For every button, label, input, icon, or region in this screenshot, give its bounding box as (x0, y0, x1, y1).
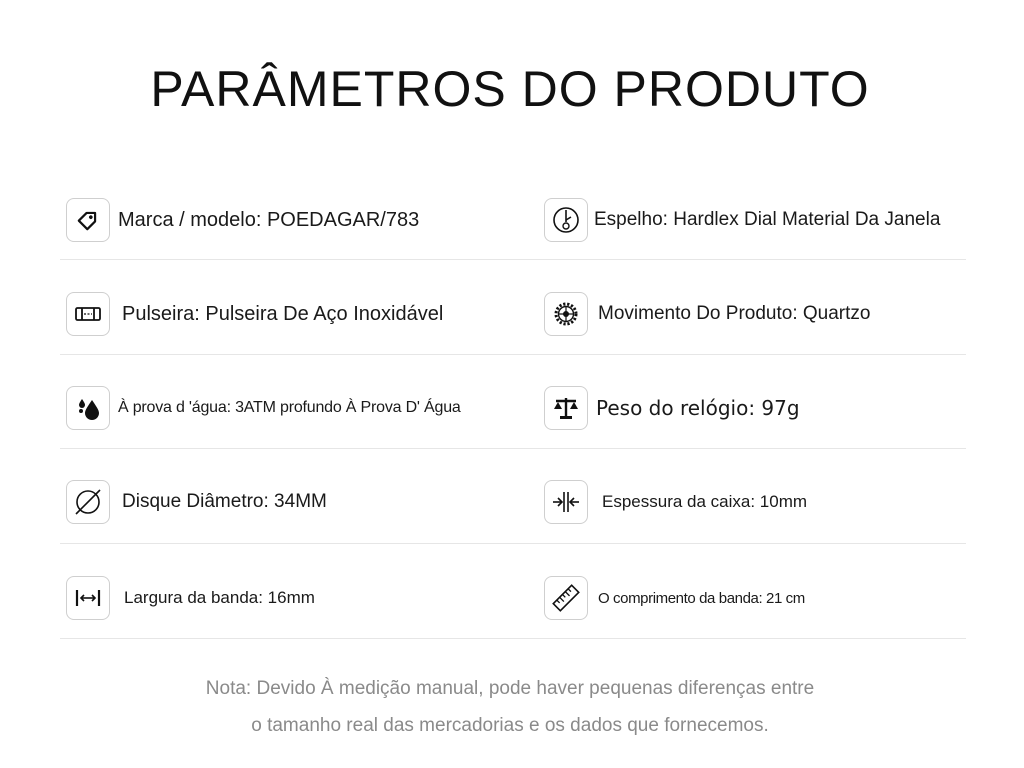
param-weight-label: Peso do relógio: 97g (596, 396, 800, 420)
param-band-length (544, 574, 805, 622)
param-band-width (66, 574, 315, 622)
param-weight (544, 384, 800, 432)
strap-buckle-icon (66, 292, 110, 336)
diameter-icon (66, 480, 110, 524)
param-mirror-label: Espelho: Hardlex Dial Material Da Janela (594, 209, 941, 230)
note-line-1: Nota: Devido À medição manual, pode haver pequenas diferenças entre (205, 678, 815, 699)
divider (60, 448, 966, 449)
divider (60, 259, 966, 260)
param-band-length-label: O comprimento da banda: 21 cm (598, 589, 805, 607)
note-line-2: o tamanho real das mercadorias e os dados que fornecemos. (251, 715, 769, 736)
tag-icon (66, 198, 110, 242)
param-thickness (544, 478, 807, 526)
page-title: PARÂMETROS DO PRODUTO (150, 61, 870, 117)
divider (60, 543, 966, 544)
divider (60, 638, 966, 639)
width-arrows-icon (66, 576, 110, 620)
ruler-icon (544, 576, 588, 620)
param-strap-label: Pulseira: Pulseira De Aço Inoxidável (122, 302, 444, 325)
param-diameter (66, 478, 327, 526)
param-diameter-label: Disque Diâmetro: 34MM (122, 491, 327, 512)
param-movement (544, 290, 870, 338)
divider (60, 354, 966, 355)
param-strap (66, 290, 443, 338)
param-movement-label: Movimento Do Produto: Quartzo (598, 303, 871, 324)
param-thickness-label: Espessura da caixa: 10mm (602, 492, 808, 511)
gear-icon (544, 292, 588, 336)
param-brand (66, 196, 419, 244)
param-water-label: À prova d 'água: 3ATM profundo À Prova D' Água (118, 399, 461, 416)
clock-dial-icon (544, 198, 588, 242)
param-band-width-label: Largura da banda: 16mm (124, 588, 315, 607)
param-mirror (544, 196, 940, 244)
param-brand-label: Marca / modelo: POEDAGAR/783 (118, 208, 420, 231)
balance-scale-icon (544, 386, 588, 430)
thickness-arrows-icon (544, 480, 588, 524)
param-water (66, 384, 461, 432)
water-drops-icon (66, 386, 110, 430)
